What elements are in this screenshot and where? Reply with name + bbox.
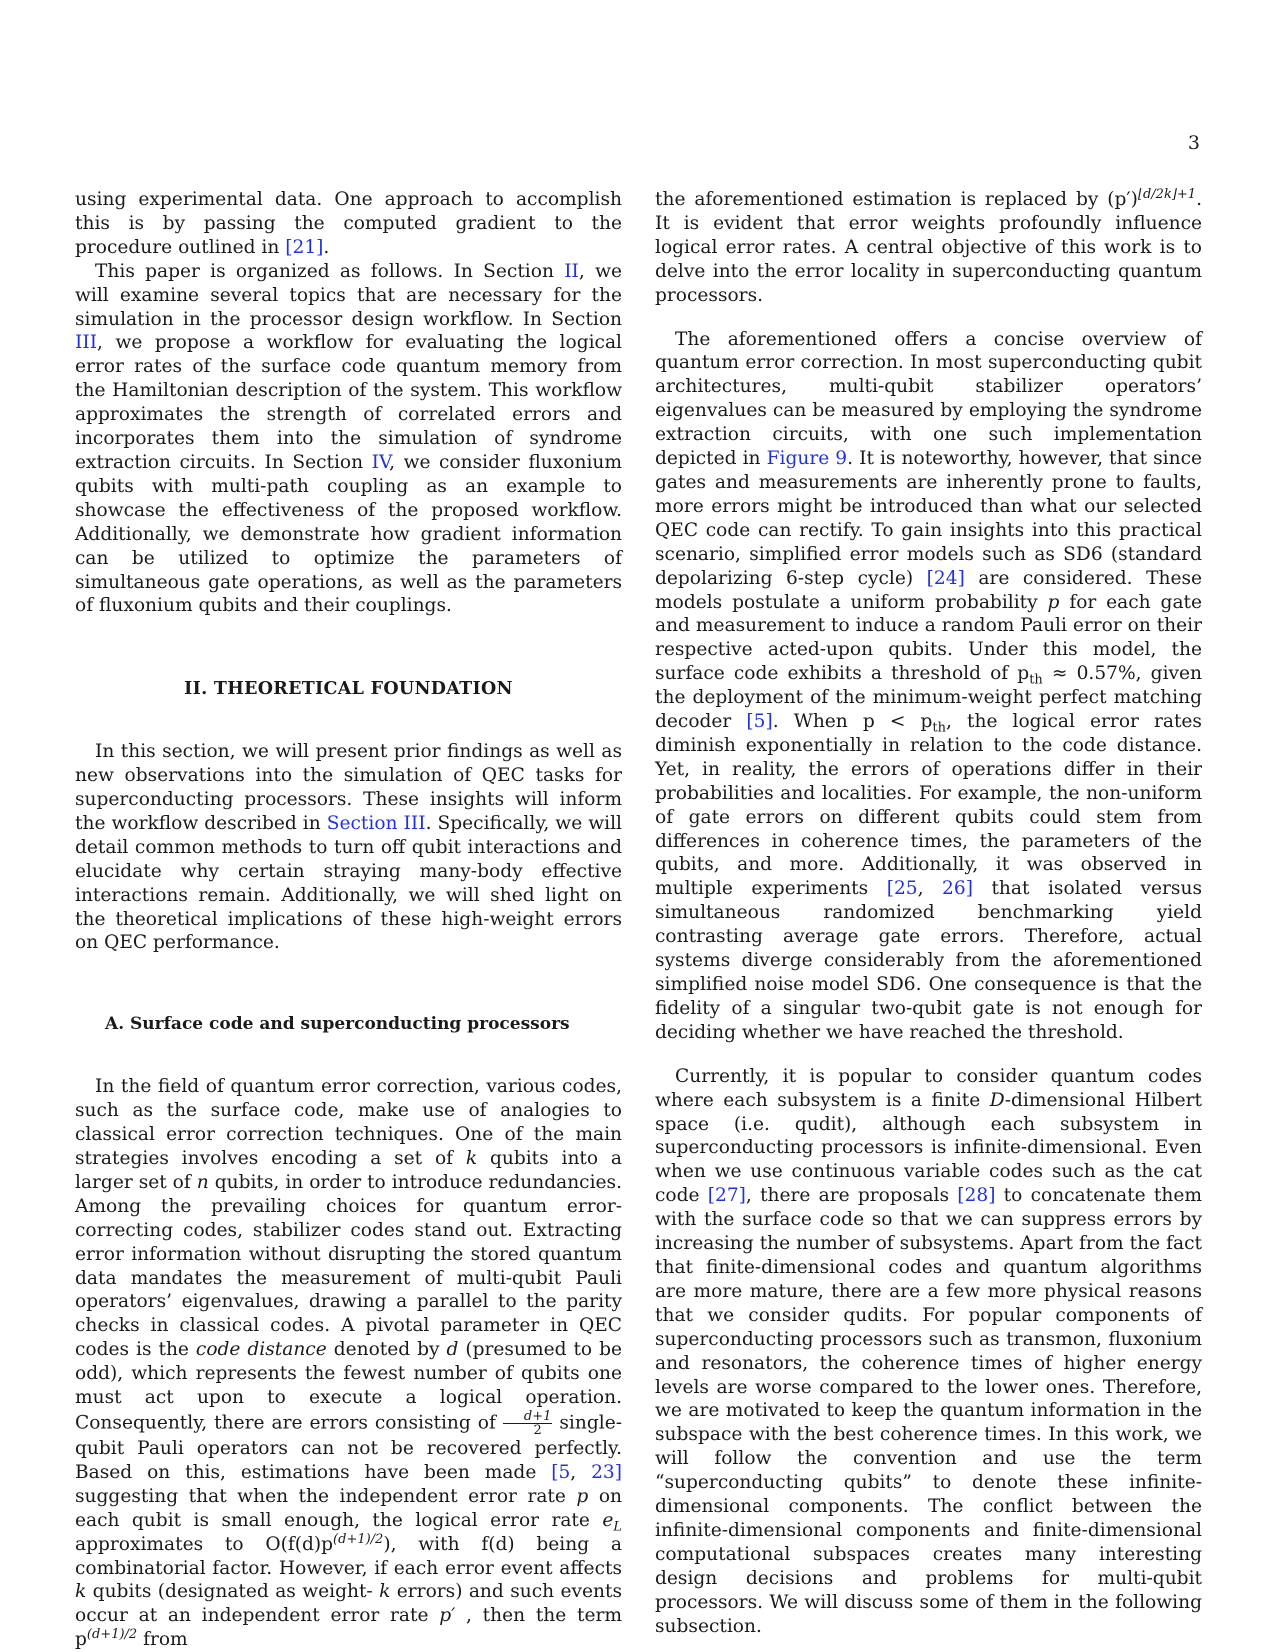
left-column	[75, 188, 622, 1652]
right-column	[655, 188, 1202, 1638]
figure-link[interactable]: Figure 9	[766, 448, 848, 470]
subsection-heading: A. Surface code and superconducting processors	[105, 1014, 570, 1035]
citation-link[interactable]: 26]	[942, 878, 973, 900]
citation-link[interactable]: [27]	[707, 1185, 746, 1207]
paragraph-qec-overview: The aforementioned offers a concise overview of quantum error correction. In most superconducting qubit architectures, multi-qubit stabilizer operators’ eigenvalues can be measured by employing the syndrome extraction circuits, with one such implementation depicted in Figure 9. It is noteworthy, however, that since gates and measurements are inherently prone to faults, more errors might be introduced than what our selected QEC code can rectify. To gain insights into this practical scenario, simplified error models such as SD6 (standard depolarizing 6-step cycle) [24] are considered. These models postulate a uniform probability p for each gate and measurement to induce a random Pauli error on their respective acted-upon qubits. Under this model, the surface code exhibits a threshold of $p_{th} \approx 0.57\%$, given the deployment of the minimum-weight perfect matching decoder [5]. When $p < p_{th}$, the logical error rates diminish exponentially in relation to the code distance. Yet, in reality, the errors of operations differ in their probabilities and localities. For example, the non-uniform of gate errors on different qubits could stem from differences in coherence times, the parameters of the qubits, and more. Additionally, it was observed in multiple experiments [25, 26] that isolated versus simultaneous randomized benchmarking yield contrasting average gate errors. Therefore, actual systems diverge considerably from the aforementioned simplified noise model SD6. One consequence is that the fidelity of a singular two-qubit gate is not enough for deciding whether we have reached the threshold.	[655, 328, 1203, 1043]
paragraph-weight-errors: the aforementioned estimation is replaced by $(p')^{⌊d/2k⌋+1}$. It is evident that error weights profoundly influence logical error rates. A central objective of this work is to delve into the error locality in superconducting quantum processors.	[655, 186, 1202, 306]
paragraph-surface-code: In the field of quantum error correction, various codes, such as the surface code, make use of analogies to classical error correction techniques. One of the main strategies involves encoding a set of k qubits into a larger set of n qubits, in order to introduce redundancies. Among the prevailing choices for quantum error-correcting codes, stabilizer codes stand out. Extracting error information without disrupting the stored quantum data mandates the measurement of multi-qubit Pauli operators’ eigenvalues, drawing a parallel to the parity checks in classical codes. A pivotal parameter in QEC codes is the code distance denoted by d (presumed to be odd), which represents the fewest number of qubits one must act upon to execute a logical operation. Consequently, there are errors consisting of $\frac{d+1}{2}$ single-qubit Pauli operators can not be recovered perfectly. Based on this, estimations have been made [5, 23] suggesting that when the independent error rate p on each qubit is small enough, the logical error rate $e_L$ approximates to $O(f(d)p^{(d+1)/2})$, with f(d) being a combinatorial factor. However, if each error event affects k qubits (designated as weight- k errors) and such events occur at an independent error rate p′ , then the term $p^{(d+1)/2}$ from	[75, 1076, 622, 1651]
section-link-ii[interactable]: II	[564, 260, 579, 282]
citation-link[interactable]: [21]	[285, 236, 324, 258]
section-link-iii[interactable]: III	[75, 332, 98, 354]
section-link-iv[interactable]: IV	[371, 451, 390, 473]
citation-link[interactable]: 23]	[591, 1461, 622, 1483]
citation-link[interactable]: [25	[886, 878, 918, 900]
section-link-iii[interactable]: Section III	[326, 812, 426, 834]
fraction: $\frac{d+1}{2}$	[503, 1410, 553, 1437]
citation-link[interactable]: [5]	[746, 711, 773, 733]
paragraph-intro-end: using experimental data. One approach to accomplish this is by passing the computed gradient to the procedure outlined in [21].	[75, 189, 622, 258]
paragraph-organization: This paper is organized as follows. In Section II, we will examine several topics that are necessary for the simulation in the processor design workflow. In Section III, we propose a workflow for evaluating the logical error rates of the surface code quantum memory from the Hamiltonian description of the system. This workflow approximates the strength of correlated errors and incorporates them into the simulation of syndrome extraction circuits. In Section IV, we consider fluxonium qubits with multi-path coupling as an example to showcase the effectiveness of the proposed workflow. Additionally, we demonstrate how gradient information can be utilized to optimize the parameters of simultaneous gate operations, as well as the parameters of fluxonium qubits and their couplings.	[75, 260, 622, 617]
paragraph-section-intro: In this section, we will present prior findings as well as new observations into the simulation of QEC tasks for superconducting processors. These insights will inform the workflow described in Section III. Specifically, we will detail common methods to turn off qubit interactions and elucidate why certain straying many-body effective interactions remain. Additionally, we will shed light on the theoretical implications of these high-weight errors on QEC performance.	[75, 741, 622, 954]
section-heading: II. THEORETICAL FOUNDATION	[184, 679, 513, 700]
citation-link[interactable]: [24]	[926, 567, 965, 589]
citation-link[interactable]: [5	[551, 1461, 571, 1483]
paragraph-qudits: Currently, it is popular to consider quantum codes where each subsystem is a finite D-dimensional Hilbert space (i.e. qudit), although each subsystem in superconducting processors is infinite-dimensional. Even when we use continuous variable codes such as the cat code [27], there are proposals [28] to concatenate them with the surface code so that we can suppress errors by increasing the number of subsystems. Apart from the fact that finite-dimensional codes and quantum algorithms are more mature, there are a few more physical reasons that we consider qudits. For popular components of superconducting processors such as transmon, fluxonium and resonators, the coherence times of higher energy levels are worse compared to the lower ones. Therefore, we are motivated to keep the quantum information in the subspace with the best coherence times. In this work, we will follow the convention and use the term “superconducting qubits” to denote these infinite-dimensional components. The conflict between the infinite-dimensional components and finite-dimensional computational subspaces creates many interesting design decisions and problems for multi-qubit processors. We will discuss some of them in the following subsection.	[655, 1065, 1202, 1637]
citation-link[interactable]: [28]	[957, 1185, 996, 1207]
page-number: 3	[1187, 132, 1200, 154]
